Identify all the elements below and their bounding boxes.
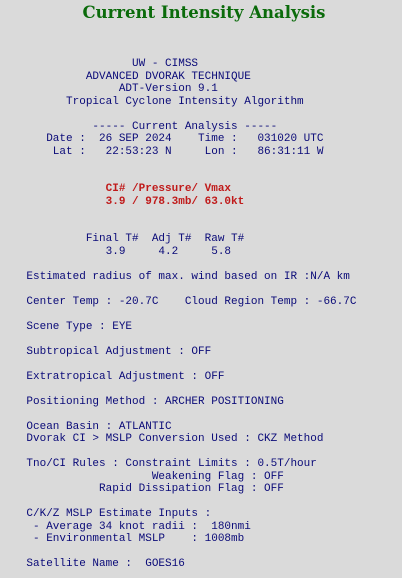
- rapid-dissipation-flag-line: Rapid Dissipation Flag : OFF: [0, 483, 284, 495]
- report-blank-line: [0, 333, 402, 346]
- t-number-values: 3.9 4.2 5.8: [0, 245, 232, 258]
- subtropical-adjustment-line: Subtropical Adjustment : OFF: [0, 345, 212, 358]
- report-header-line: UW - CIMSS: [0, 58, 199, 70]
- environmental-mslp-line: - Environmental MSLP : 1008mb: [0, 533, 245, 545]
- current-analysis-heading: ----- Current Analysis -----: [0, 120, 278, 133]
- report-header-line: ADT-Version 9.1: [0, 83, 218, 95]
- report-header-line: Tropical Cyclone Intensity Algorithm: [0, 95, 304, 108]
- adt-report: [0, 58, 402, 571]
- report-header-line: ADVANCED DVORAK TECHNIQUE: [0, 70, 251, 83]
- report-blank-line: [0, 358, 402, 371]
- report-blank-line: [0, 408, 402, 421]
- temperature-line: Center Temp : -20.7C Cloud Region Temp : -66.7C: [0, 295, 357, 308]
- satellite-name-line: Satellite Name : GOES16: [0, 558, 185, 570]
- average-34kt-radii-line: - Average 34 knot radii : 180nmi: [0, 520, 251, 533]
- report-blank-line: [0, 383, 402, 396]
- constraint-limits-line: Tno/CI Rules : Constraint Limits : 0.5T/hour: [0, 458, 317, 470]
- report-blank-line: [0, 446, 402, 459]
- scene-type-line: Scene Type : EYE: [0, 320, 133, 333]
- extratropical-adjustment-line: Extratropical Adjustment : OFF: [0, 370, 225, 383]
- t-number-labels: Final T# Adj T# Raw T#: [0, 233, 245, 245]
- report-blank-line: [0, 546, 402, 559]
- ci-pressure-vmax-value: 3.9 / 978.3mb/ 63.0kt: [0, 195, 245, 208]
- report-blank-line: [0, 308, 402, 321]
- max-wind-radius-line: Estimated radius of max. wind based on IR :N/A km: [0, 270, 350, 283]
- report-blank-line: [0, 283, 402, 296]
- weakening-flag-line: Weakening Flag : OFF: [0, 470, 284, 483]
- positioning-method-line: Positioning Method : ARCHER POSITIONING: [0, 395, 284, 408]
- report-blank-line: [0, 496, 402, 509]
- mslp-inputs-heading: C/K/Z MSLP Estimate Inputs :: [0, 508, 212, 520]
- ci-pressure-vmax-label: CI# /Pressure/ Vmax: [0, 183, 232, 195]
- report-blank-line: [0, 221, 402, 234]
- mslp-conversion-line: Dvorak CI > MSLP Conversion Used : CKZ Method: [0, 433, 324, 445]
- report-blank-line: [0, 208, 402, 221]
- report-blank-line: [0, 158, 402, 171]
- report-blank-line: [0, 258, 402, 271]
- ocean-basin-line: Ocean Basin : ATLANTIC: [0, 420, 172, 433]
- lat-lon-line: Lat : 22:53:23 N Lon : 86:31:11 W: [0, 145, 324, 158]
- date-time-line: Date : 26 SEP 2024 Time : 031020 UTC: [0, 133, 324, 145]
- report-blank-line: [0, 171, 402, 184]
- page-title: Current Intensity Analysis: [82, 3, 326, 22]
- report-blank-line: [0, 108, 402, 121]
